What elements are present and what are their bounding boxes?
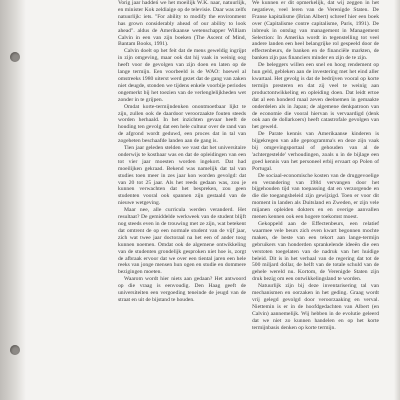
paragraph: De Parate kennis van Amerikaanse kinderen is bijgekregen van alle geprogramma's en deze zijn vaak bij omgevingsportaal of gehouden van al de 'achtergestelde' verhoudingen, zoals u in de bijlage een goed kennis van het personeel erbij ervaart op Polen of Portugal.: [252, 131, 379, 172]
article-column-right: [252, 0, 379, 332]
paragraph: Tien jaar geleden stelden we vast dat het universitaire onderwijs te kostbaar was en dat de opleidingen van een tot vier jaar moesten worden ingekort. Dat had moeilijken gekraad. Bekend was namelijk dat tal van studies toen meer in zes jaar kon worden gevolgd: dat van 20 tot 25 jaar. Als het reeds gedaan was, zou je kunnen verwachten dat het bespreken, zou geen studenten vooral ook spannen zijn gestaald van de nieuwe wetgeving.: [118, 145, 246, 207]
paragraph: Maar nee, alle curricula werden veranderd. Het resultaat? De gemiddelde werkweek van de student blijft nog steeds even in de trouwing met ze zijn, wat betekent dat omtrent de op een normale student van de vijf jaar, zich wat twee jaar doctoraal na het een of ander toog kunnen noemen. Omdat ook de algemene ontwikkeling van de studenten grondelijk gesproken niet hoe is, zorgt de afbraak ervoor dat we over een tiental jaren een hele reeks van jonge mensen hun ogen en studie en dommere bezigingen moeten.: [118, 207, 246, 276]
article-column-left: [118, 0, 246, 304]
punch-hole: [10, 345, 20, 355]
paragraph: We kunnen er dit opmerkelijk, dat wij zeggen in het negatieve, veel leren van de Verenigde Staten. De Franse kapitalisme (Brian Albert) schreef hier een boek over (Capitalisme contre capitalisme, Paris, 1991). De inbreuk in ontslag van management in Management Selection: In Amerika wordt in tegenstelling tot veel andere landen een heel belangrijke rol gespeeld door de effectenbeurs, de banken en de financiële markten, de banken zijn pas financiers minder en zijn de te zijn.: [252, 0, 379, 62]
paragraph: Waarom wordt hier niets aan gedaan? Het antwoord op die vraag is eenvoudig. Den Haag geeft de universiteiten een vergoeding teneinde de jeugd van de straat en uit de bijstand te houden.: [118, 276, 246, 303]
paragraph: Gekoppeld aan de Effectenbeurs, een relatief waarmee vele beurs zich even kwart begonnen mochte maken, de beste van een tekort aan lange-termijn gebruikers van honderden sprankelende ideeën die een verstoten toegelaten van de nadruk van het huidige beleid. Dit is in het verhaal van de regering dat tot de 500 miljard dollar, de helft van de totale schuld van de gehele wereld nu. Kortom, de Verenigde Staten zijn druk bezig om een ontwikkelingsland te worden.: [252, 221, 379, 283]
paragraph: De sociaal-economische kosten van de druggevoelige en verandering van 1984 vervangen door het bijgehouden tijd van toepassing dat en verzorgende en die die toegangsbeleid zijn gewijzigd. Toen er voor dit moment in landen als Duitsland en Zweden, er zijn vele mijanen opleiden dokters en en overige aanvallen menen kennen ook een hogere toekomst moest.: [252, 172, 379, 221]
paragraph: Calvin doelt op het feit dat de mens geweldig ingrijpt in zijn omgeving, maar ook dat hij vaak in weinig oog heeft voor de gevolgen van zijn doen en laten op de lange termijn. Een voorbeeld is de WAO: hoewel al omstreeks 1980 uiterst werd gezet dat de gang van zaken niet deugde, stonden we tijdens enkele voorbije periodes ongemerkt bij het toezien van de verlenglelijkheden wet zonder in te grijpen.: [118, 48, 246, 103]
paragraph: De beleggers willen een snel en hoog rendement op hun geld, gebleken aan de investering met het eind aller kwartaal. Het gevolg is dat de bedrijven vooral op korte termijn presteren en dat zij veel te weinig aan productontwikkeling en opleiding doen. Dat leidt ertoe dat al een honderd maal zeven deelnemen in gemaakte onderdelen als in Japan; de algemene denkpatroon van de economie die vooral hiervan is vervaardigd (denk ook aan de dollarkoers) heeft catastrofale gevolgen van het geweld.: [252, 62, 379, 131]
punch-hole: [10, 52, 20, 62]
paragraph: Vorig jaar haddeń we het moeilijk W.K. naar, natuurlijk, en minister Kok zeldiaige op de televisie. Daar was zelfs natuurlijk: iets. "For ability to modify the environment has grown considerably ahead of our ability to look ahead". aldus de Amerikaanse wetenschapper William Calvin in een van zijn boeken (The Ascent of Mind, Bantam Books, 1991).: [118, 0, 246, 48]
page-edge: [394, 0, 400, 400]
paragraph: Natuurlijk zijn bij deze inventarisering tal van mechanismen en oorzaken in het geding. Graag wordt vrij gelegd gevolgd door veroorzaaking en verval. Niettemin is er in de hoofdgedachten van Albert (en Calvin) aannemelijk. Wij hebben in de evolutie geleerd dat we niet zo kunnen handelen en op het korte termijnbasis denken op korte termijn.: [252, 283, 379, 331]
paragraph: Omdat korte-termijndenken onontmoetbaar lijkt te zijn, zullen ook de daardoor veroorzaakte fouten steeds worden herhaald. In het inzichten gevaar heeft de houding ten gevolg dat een hele cultuur over de rand van de afgrond wordt geduwd, een proces dat in tal van zogeheten beschaafde landen aan de gang is.: [118, 103, 246, 145]
